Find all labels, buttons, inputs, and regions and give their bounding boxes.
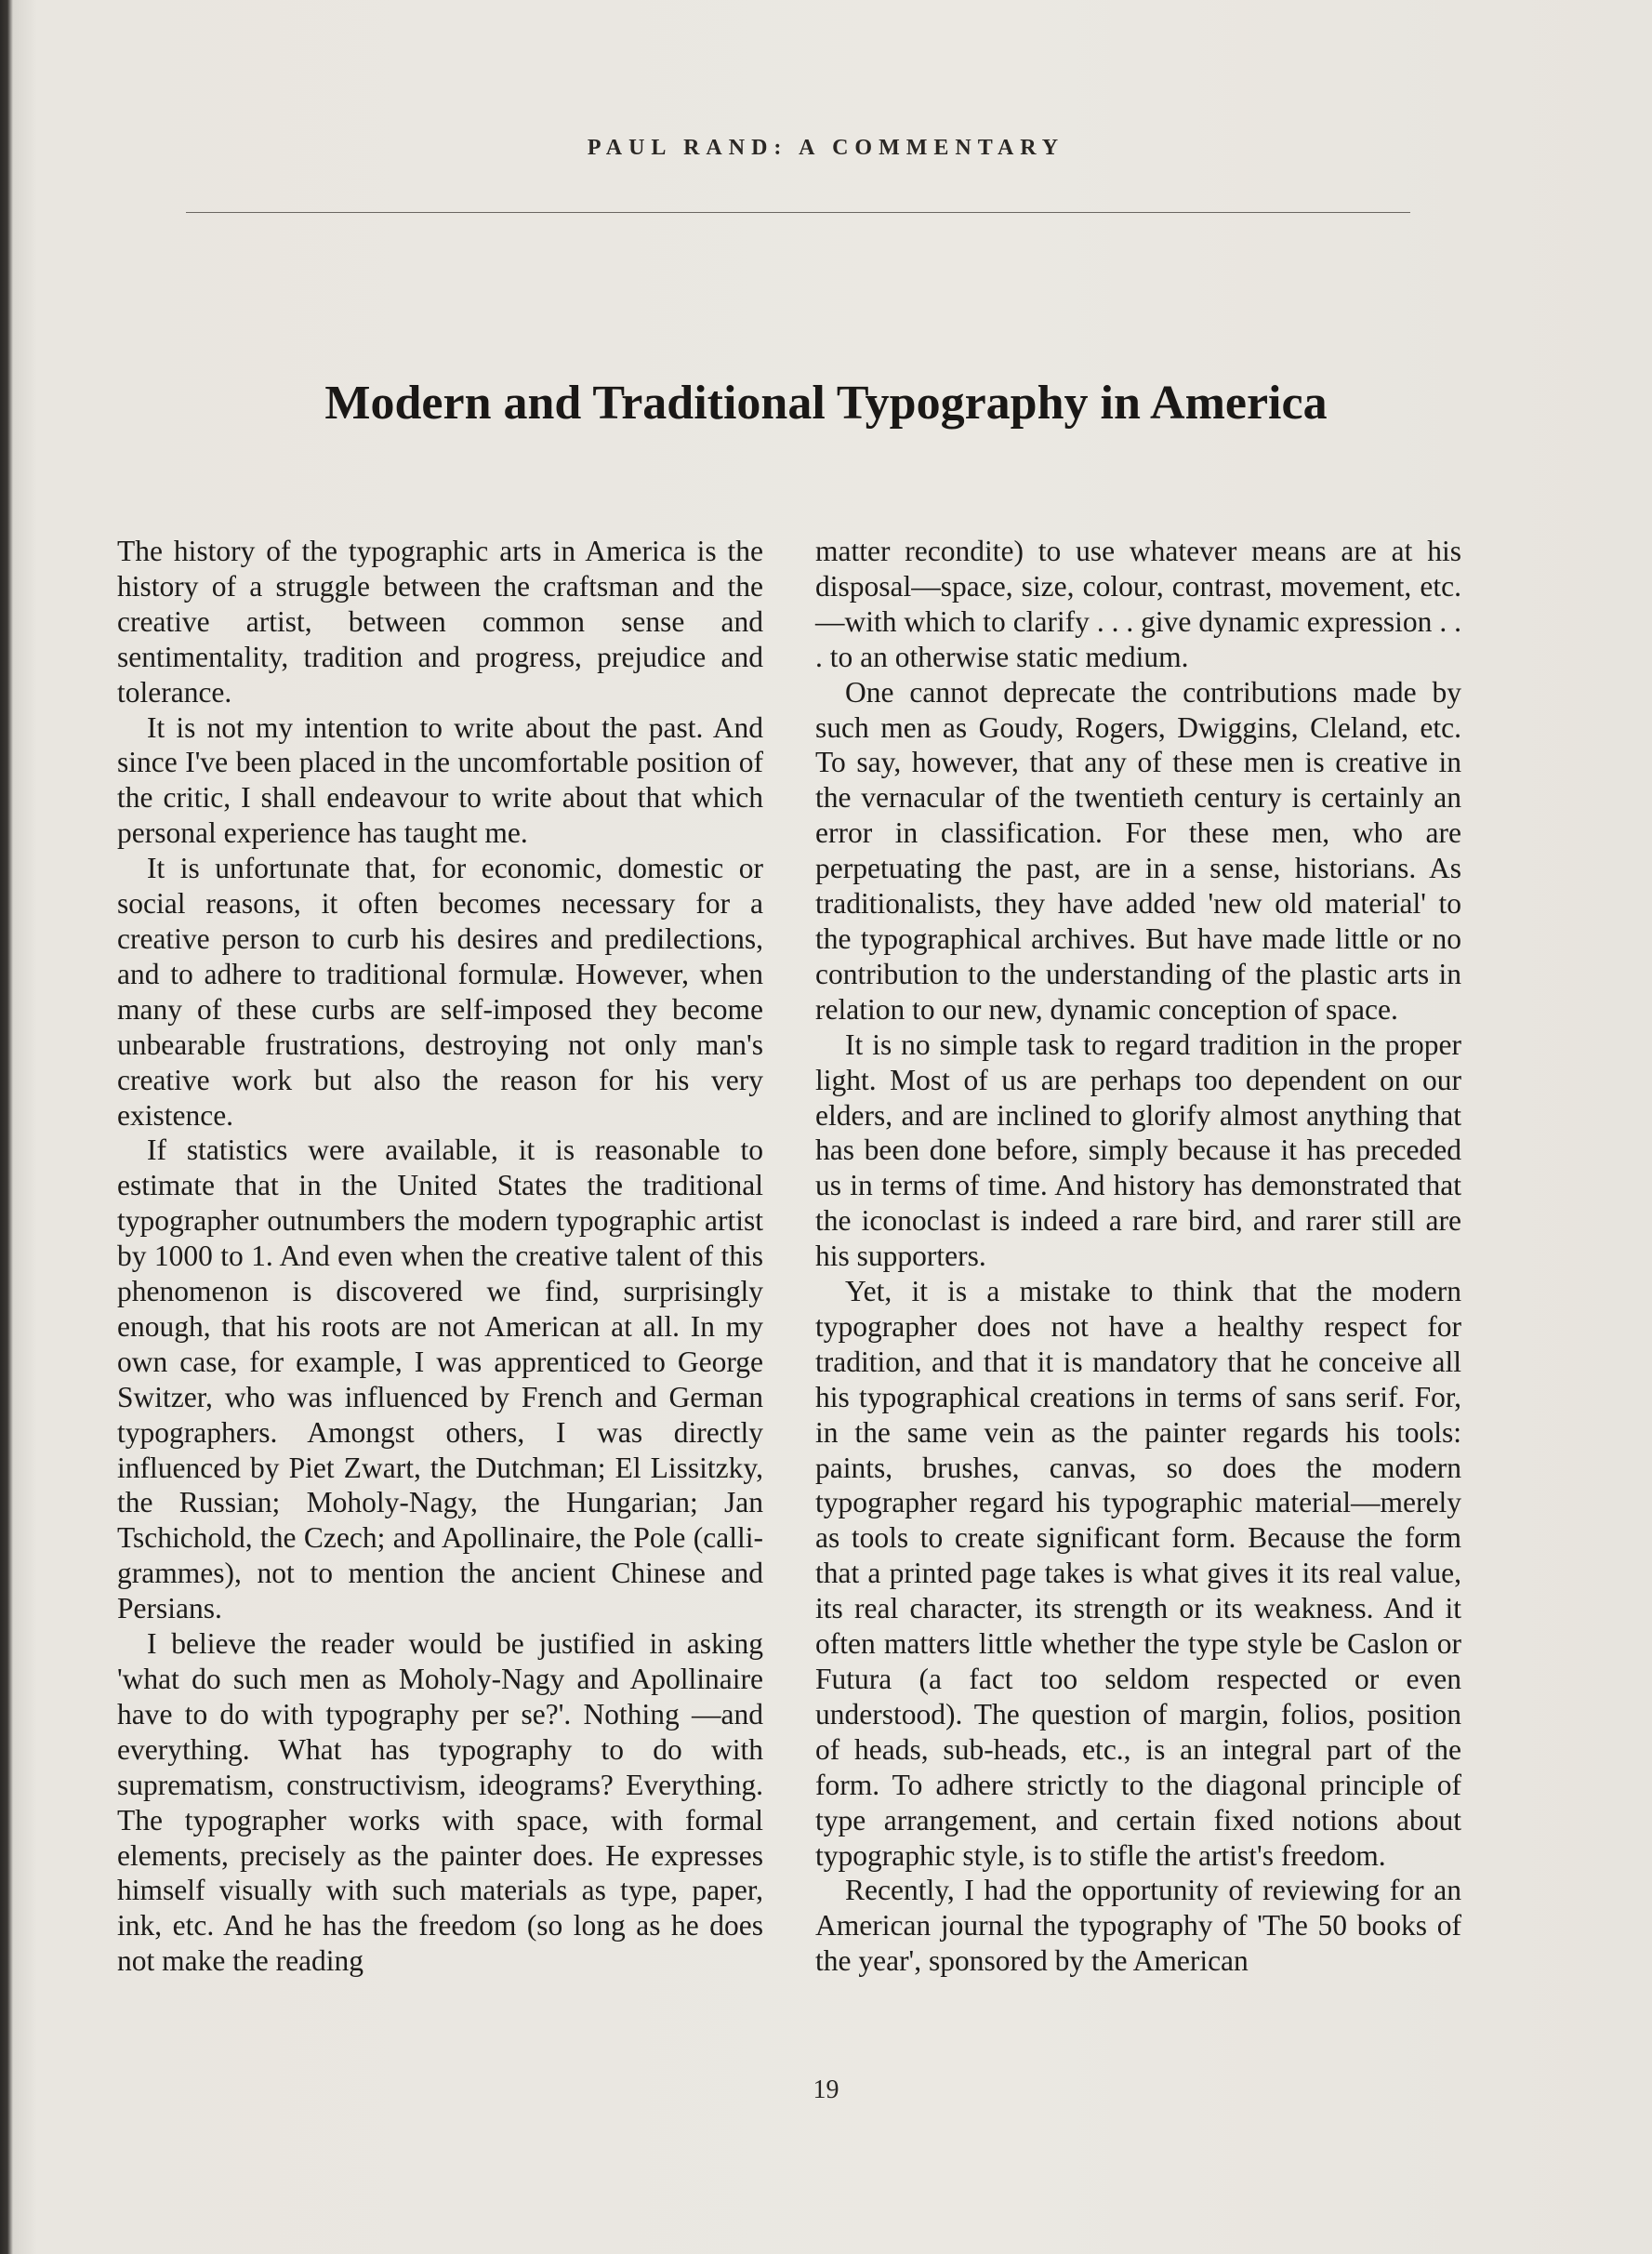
paragraph: The history of the typographic arts in America is the history of a struggle between the craftsman and the creative artist, between common sense and sentimentality, tradition and progress, prejudice and tolerance. [117, 535, 763, 709]
paragraph: matter recondite) to use whatever means are at his disposal—space, size, colour, contrast, movement, etc.—with which to clarify . . . give dynamic expression . . . to an otherwise static medium. [815, 535, 1461, 673]
paragraph: It is no simple task to regard tradition in the proper light. Most of us are perhaps too dependent on our elders, and are inclined to glorify almost anything that has been done before, simply because it has preceded us in terms of time. And history has demonstrated that the iconoclast is indeed a rare bird, and rarer still are his supporters. [815, 1028, 1461, 1273]
page-number: 19 [813, 2075, 839, 2104]
article-title: Modern and Traditional Typography in America [324, 377, 1328, 430]
paragraph: One cannot deprecate the contributions made by such men as Goudy, Rogers, Dwiggins, Cleland, etc. To say, however, that any of these men is creative in the vernacular of the twentieth century is certainly an error in classification. For these men, who are perpetuating the past, are in a sense, historians. As traditionalists, they have added 'new old material' to the typographical archives. But have made little or no contribution to the understanding of the plastic arts in relation to our new, dynamic conception of space. [815, 675, 1461, 1026]
left-column [117, 534, 763, 1979]
running-head: PAUL RAND: A COMMENTARY [587, 136, 1065, 160]
paragraph: Yet, it is a mistake to think that the modern typographer does not have a healthy respect for tradition, and that it is mandatory that he conceive all his typographical creations in terms of sans serif. For, in the same vein as the painter regards his tools: paints, brushes, canvas, so does the modern typographer regard his typographic material—merely as tools to create significant form. Because the form that a printed page takes is what gives it its real value, its real character, its strength or its weakness. And it often matters little whether the type style be Caslon or Futura (a fact too seldom respected or even understood). The question of margin, folios, position of heads, sub-heads, etc., is an integral part of the form. To adhere strictly to the diagonal principle of type arrangement, and certain fixed notions about typographic style, is to stifle the artist's freedom. [815, 1275, 1461, 1872]
paragraph: It is unfortunate that, for economic, domestic or social reasons, it often becomes necessary for a creative person to curb his desires and predilections, and to adhere to traditional formulæ. However, when many of these curbs are self-imposed they become unbearable frustrations, destroying not only man's creative work but also the reason for his very existence. [117, 852, 763, 1132]
paragraph: It is not my intention to write about the past. And since I've been placed in the uncomfortable position of the critic, I shall endeavour to write about that which personal experience has taught me. [117, 710, 763, 850]
header-rule [186, 212, 1410, 213]
paragraph: I believe the reader would be justified in asking 'what do such men as Moholy-Nagy and Apollinaire have to do with typography per se?'. Nothing —and everything. What has typography to do with suprematism, constructivism, ideograms? Everything. The typographer works with space, with formal elements, precisely as the painter does. He expresses himself visually with such materials as type, paper, ink, etc. And he has the freedom (so long as he does not make the reading [117, 1627, 763, 1978]
right-column [815, 534, 1461, 1979]
paragraph: Recently, I had the opportunity of reviewing for an American journal the typography of 'The 50 books of the year', sponsored by the American [815, 1874, 1461, 1978]
paragraph: If statistics were available, it is reasonable to estimate that in the United States the traditional typographer outnumbers the modern typographic artist by 1000 to 1. And even when the creative talent of this phenomenon is discovered we find, surprisingly enough, that his roots are not American at all. In my own case, for example, I was apprenticed to George Switzer, who was influenced by French and German typographers. Amongst others, I was directly influenced by Piet Zwart, the Dutchman; El Lissitzky, the Russian; Moholy-Nagy, the Hungarian; Jan Tschichold, the Czech; and Apollinaire, the Pole (calligrammes), not to mention the ancient Chinese and Persians. [117, 1134, 763, 1625]
